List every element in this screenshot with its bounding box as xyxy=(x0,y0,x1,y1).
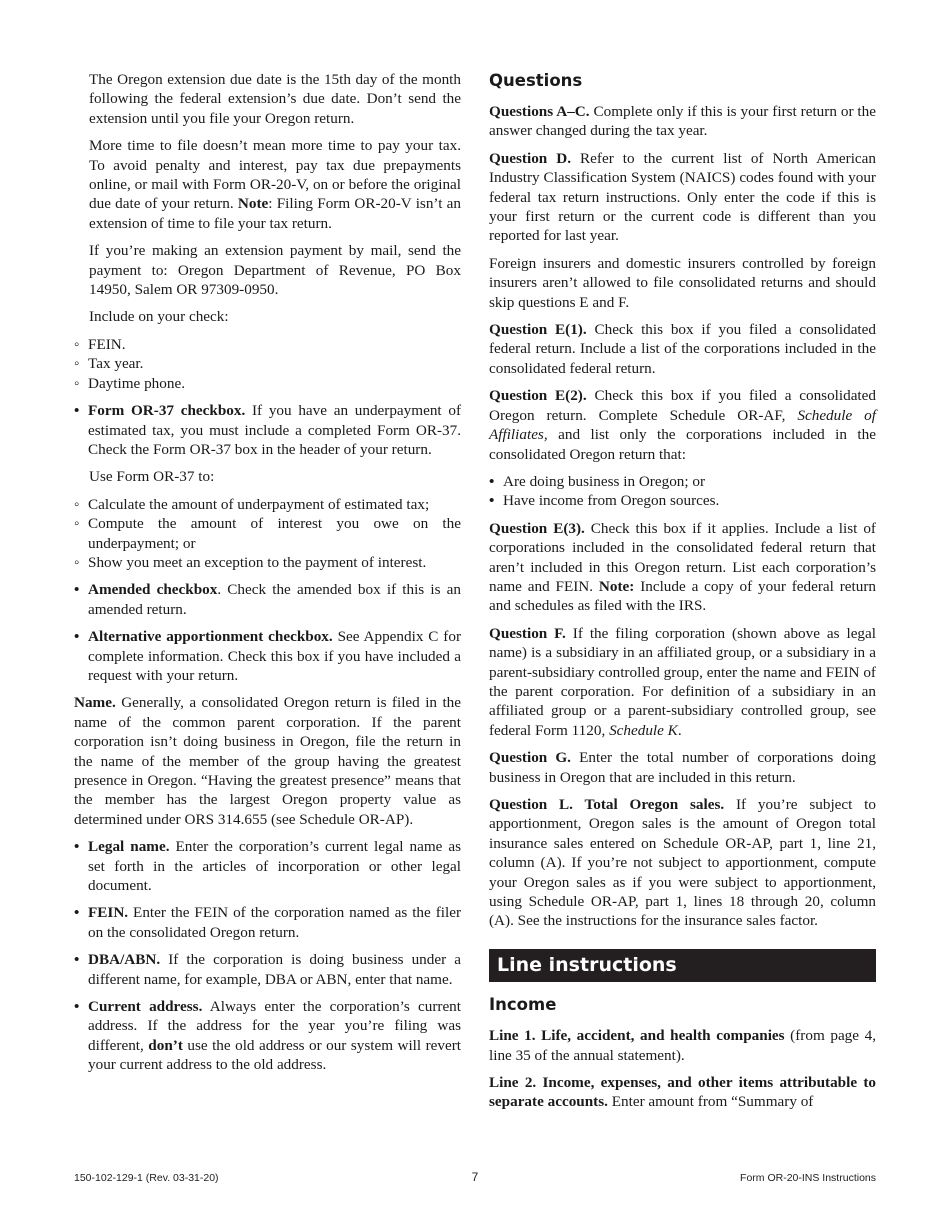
or37-checkbox-item: • Form OR-37 checkbox. If you have an underpayment of estimated tax, you must include a completed Form OR-37. Check the Form OR-37 box in the header of your return. xyxy=(74,401,461,459)
question-e3: Question E(3). Check this box if it applies. Include a list of corporations included in the consolidated federal return that aren’t included in this Oregon return. List each corporation’s name and FEIN. Note: Include a copy of your federal return and schedules as filed with the IRS. xyxy=(489,519,876,615)
checkbox-bullets xyxy=(74,401,461,459)
name-paragraph: Name. Generally, a consolidated Oregon return is filed in the name of the common parent corporation. If the parent corporation isn’t doing business in Oregon, file the return in the name of the member of the group having the greatest presence in Oregon. “Having the greatest presence” means that the member has the largest Oregon property value as determined under ORS 314.655 (see Schedule OR-AP). xyxy=(74,694,461,828)
current-address-item: • Current address. Always enter the corporation’s current address. If the address for the year you’re filing was different, don’t use the old address or our system will revert your current address to the old address. xyxy=(74,997,461,1075)
list-item: ◦ Daytime phone. xyxy=(74,374,461,393)
right-column xyxy=(489,70,876,1120)
list-item: ◦ Calculate the amount of underpayment of estimated tax; xyxy=(74,495,461,514)
list-item: ◦ Compute the amount of interest you owe on the underpayment; or xyxy=(74,514,461,553)
name-fields-bullets xyxy=(74,837,461,1074)
line-2: Line 2. Income, expenses, and other items attributable to separate accounts. Enter amount from “Summary of xyxy=(489,1074,876,1111)
extension-due-date-paragraph: The Oregon extension due date is the 15th day of the month following the federal extension’s due date. Don’t send the extension until you file your Oregon return. xyxy=(89,71,461,127)
e2-conditions-list xyxy=(489,472,876,511)
question-g: Question G. Enter the total number of corporations doing business in Oregon that are included in this return. xyxy=(489,749,876,786)
footer-form-number: 150-102-129-1 (Rev. 03-31-20) xyxy=(74,1172,219,1184)
page-number: 7 xyxy=(471,1170,479,1184)
list-item: • Are doing business in Oregon; or xyxy=(489,472,876,491)
left-column xyxy=(74,70,461,1083)
more-time-paragraph: More time to file doesn’t mean more time to pay your tax. To avoid penalty and interest, pay tax due prepayments online, or mail with Form OR-20-V, on or before the original due date of your return. Note: Filing Form OR-20-V isn’t an extension of time to file your tax return. xyxy=(89,137,461,232)
question-l: Question L. Total Oregon sales. If you’re subject to apportionment, Oregon sales is the amount of Oregon total insurance sales entered on Schedule OR-AP, part 1, line 21, column (A). If you’re not subject to apportionment, compute your Oregon sales as if you were subject to apportionment, using Schedule OR-AP, part 1, lines 18 through 20, column (A). See the instructions for the insurance sales factor. xyxy=(489,796,876,930)
use-or37-label: Use Form OR-37 to: xyxy=(89,468,215,486)
or37-uses-list xyxy=(74,495,461,573)
question-e2: Question E(2). Check this box if you filed a consolidated Oregon return. Complete Schedule OR-AF, Schedule of Affiliates, and list only the corporations included in the consolidated Oregon return that: xyxy=(489,387,877,463)
questions-heading: Questions xyxy=(489,71,583,90)
list-item: • Have income from Oregon sources. xyxy=(489,491,876,510)
legal-name-item: • Legal name. Enter the corporation’s current legal name as set forth in the articles of incorporation or other legal document. xyxy=(74,837,461,895)
fein-item: • FEIN. Enter the FEIN of the corporation named as the filer on the consolidated Oregon return. xyxy=(74,903,461,942)
mail-payment-paragraph: If you’re making an extension payment by mail, send the payment to: Oregon Department of Revenue, PO Box 14950, Salem OR 97309-0950. xyxy=(89,242,461,299)
line-instructions-banner: Line instructions xyxy=(489,949,876,982)
questions-a-c: Questions A–C. Complete only if this is your first return or the answer changed during the tax year. xyxy=(489,103,876,140)
check-items-list xyxy=(74,335,461,393)
include-on-check-label: Include on your check: xyxy=(89,308,229,326)
amended-checkbox-item: • Amended checkbox. Check the amended box if this is an amended return. xyxy=(74,580,461,619)
list-item: ◦ Show you meet an exception to the payment of interest. xyxy=(74,553,461,572)
dba-abn-item: • DBA/ABN. If the corporation is doing business under a different name, for example, DBA or ABN, enter that name. xyxy=(74,950,461,989)
footer-form-title: Form OR-20-INS Instructions xyxy=(740,1172,876,1184)
income-heading: Income xyxy=(489,995,557,1015)
foreign-insurers-paragraph: Foreign insurers and domestic insurers controlled by foreign insurers aren’t allowed to file consolidated returns and should skip questions E and F. xyxy=(489,254,876,311)
question-f: Question F. If the filing corporation (shown above as legal name) is a subsidiary in an affiliated group, or a subsidiary in a parent-subsidiary controlled group, enter the name and FEIN of the parent corporation. For definition of a subsidiary in an affiliated group or a parent-subsidiary controlled group, see federal Form 1120, Schedule K. xyxy=(489,624,876,739)
more-checkbox-bullets xyxy=(74,580,461,685)
question-d: Question D. Refer to the current list of North American Industry Classification System (NAICS) codes found with your federal tax return instructions. Only enter the code if this is your first return or the current code is different than you reported for last year. xyxy=(489,149,876,245)
line-1: Line 1. Life, accident, and health companies (from page 4, line 35 of the annual statement). xyxy=(489,1027,877,1064)
list-item: ◦ Tax year. xyxy=(74,354,461,373)
alt-apportionment-item: • Alternative apportionment checkbox. See Appendix C for complete information. Check this box if you have included a request with your return. xyxy=(74,627,461,685)
question-e1: Question E(1). Check this box if you filed a consolidated federal return. Include a list of the corporations included in the consolidated federal return. xyxy=(489,321,876,377)
list-item: ◦ FEIN. xyxy=(74,335,461,354)
